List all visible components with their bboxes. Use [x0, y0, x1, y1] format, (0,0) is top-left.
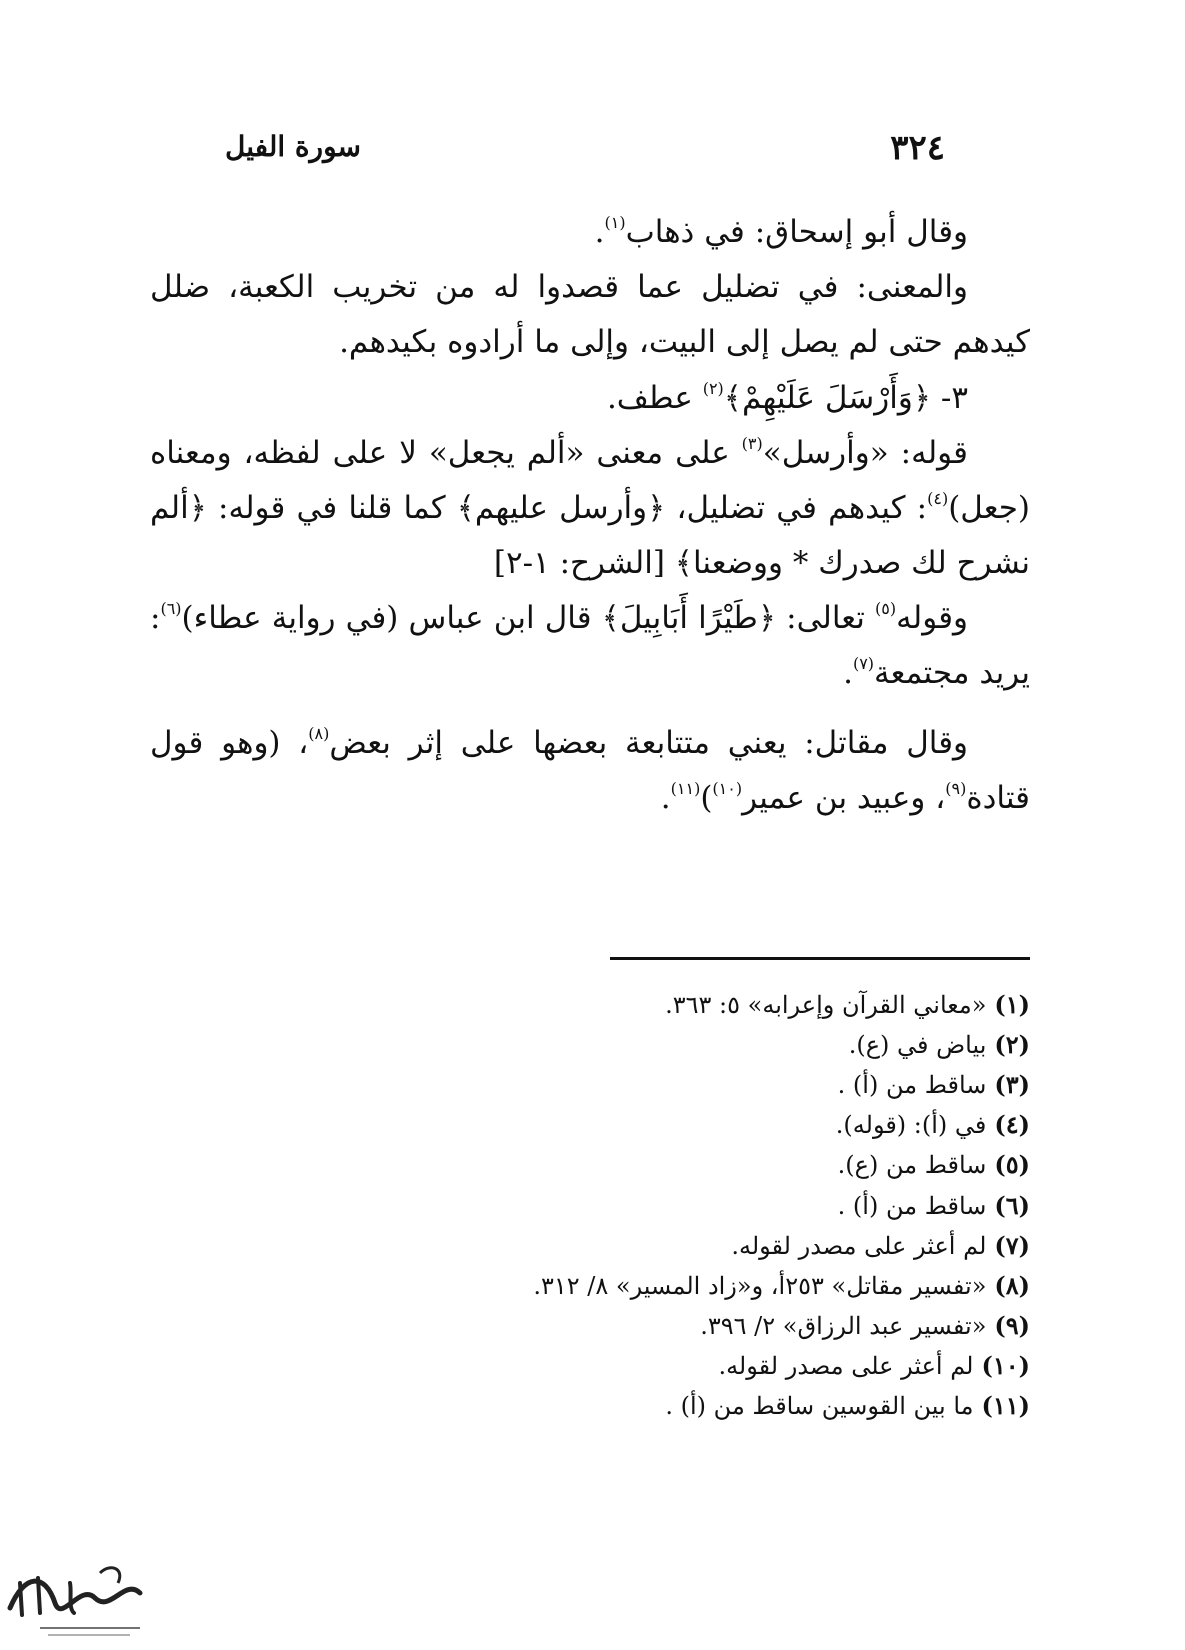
- paragraph-1: [150, 205, 1030, 260]
- footnote-text: ما بين القوسين ساقط من (أ) .: [665, 1392, 974, 1421]
- footnote-ref: (٩): [945, 778, 967, 798]
- footnote-text: لم أعثر على مصدر لقوله.: [718, 1351, 974, 1380]
- footnote-number: (١١): [981, 1391, 1030, 1421]
- surah-title: سورة الفيل: [225, 130, 361, 163]
- text-segment: وقال أبو إسحاق: في ذهاب: [625, 214, 968, 250]
- footnote-number: (٧): [994, 1230, 1030, 1260]
- footnote-11: [420, 1386, 1030, 1426]
- footnote-text: «معاني القرآن وإعرابه» ٥: ٣٦٣.: [665, 991, 987, 1019]
- footnote-5: [420, 1145, 1030, 1185]
- footnote-number: (١): [994, 990, 1030, 1019]
- footnote-text: ساقط من (ع).: [837, 1151, 987, 1180]
- footnote-6: [420, 1186, 1030, 1226]
- text-segment: عطف.: [606, 379, 703, 416]
- footnote-number: (١٠): [981, 1350, 1030, 1380]
- footnote-ref: (٤): [927, 488, 949, 508]
- footnote-separator: [610, 957, 1030, 960]
- text-segment: ): [700, 779, 713, 816]
- paragraph-5: [150, 591, 1030, 701]
- footnote-ref: (٥): [875, 599, 897, 619]
- footnote-text: «تفسير مقاتل» ٢٥٣أ، و«زاد المسير» ٨/ ٣١٢.: [533, 1271, 987, 1300]
- footnote-ref: (٨): [308, 723, 330, 743]
- paragraph-6: [150, 716, 1030, 826]
- footnote-2: [420, 1025, 1030, 1065]
- footnote-number: (٦): [994, 1190, 1030, 1220]
- footnote-3: [420, 1065, 1030, 1105]
- text-segment: .: [594, 214, 605, 250]
- footnote-text: ساقط من (أ) .: [837, 1191, 987, 1220]
- footnote-9: [420, 1306, 1030, 1346]
- page-number: ٣٢٤: [890, 128, 945, 168]
- text-segment: تعالى: ﴿طَيْرًا أَبَابِيلَ﴾ قال ابن عباس (في رواية عطاء): [181, 600, 876, 637]
- footnote-ref: (٦): [160, 599, 182, 619]
- footnote-text: «تفسير عبد الرزاق» ٢/ ٣٩٦.: [700, 1311, 987, 1340]
- footnote-ref: (٣): [741, 433, 763, 453]
- footnote-ref: (١): [604, 213, 626, 232]
- text-segment: قوله: «وأرسل»: [762, 434, 968, 471]
- paragraph-4: [150, 426, 1030, 592]
- paragraph-2: [150, 260, 1030, 370]
- footnote-text: بياض في (ع).: [848, 1031, 987, 1060]
- footnote-8: [420, 1266, 1030, 1306]
- main-text: [150, 205, 1030, 826]
- text-segment: .: [660, 779, 671, 816]
- footnote-1: [420, 985, 1030, 1025]
- footnote-number: (٣): [994, 1070, 1030, 1100]
- footnote-number: (٨): [994, 1270, 1030, 1300]
- verse-text: ٣- ﴿وَأَرْسَلَ عَلَيْهِمْ﴾: [723, 379, 968, 416]
- footnote-number: (٩): [994, 1310, 1030, 1340]
- footnote-ref: (١٠): [712, 778, 743, 798]
- footnote-text: في (أ): (قوله).: [835, 1111, 987, 1140]
- footnote-ref: (١١): [670, 778, 701, 798]
- publisher-logo: [0, 1553, 150, 1643]
- footnote-number: (٢): [994, 1030, 1030, 1060]
- footnote-number: (٤): [994, 1110, 1030, 1140]
- text-segment: : يريد مجتمعة: [150, 600, 1030, 692]
- footnote-7: [420, 1226, 1030, 1266]
- footnote-ref: (٧): [852, 654, 875, 674]
- footnote-text: لم أعثر على مصدر لقوله.: [731, 1231, 987, 1260]
- paragraph-3: [150, 371, 1030, 426]
- text-segment: : كيدهم في تضليل، ﴿وأرسل عليهم﴾ كما قلنا في قوله: ﴿ألم نشرح لك صدرك * ووضعنا﴾ [الشرح: ١-٢]: [150, 489, 1030, 582]
- footnote-text: ساقط من (أ) .: [837, 1071, 987, 1100]
- text-segment: وقوله: [896, 600, 968, 637]
- text-segment: .: [843, 655, 853, 692]
- footnote-ref: (٢): [702, 378, 724, 398]
- footnote-4: [420, 1105, 1030, 1145]
- footnote-number: (٥): [994, 1150, 1030, 1180]
- text-segment: وقال مقاتل: يعني متتابعة بعضها على إثر بعض: [329, 724, 968, 761]
- text-segment: ، (وهو قول قتادة: [150, 724, 1030, 816]
- text-segment: على معنى «ألم يجعل» لا على لفظه، ومعناه (جعل): [150, 434, 1030, 526]
- text-segment: ، وعبيد بن عمير: [742, 779, 946, 816]
- footnotes: [420, 985, 1030, 1426]
- text-segment: والمعنى: في تضليل عما قصدوا له من تخريب الكعبة، ضلل كيدهم حتى لم يصل إلى البيت، وإلى ما أرادوه بكيدهم.: [150, 269, 1030, 361]
- footnote-10: [420, 1346, 1030, 1386]
